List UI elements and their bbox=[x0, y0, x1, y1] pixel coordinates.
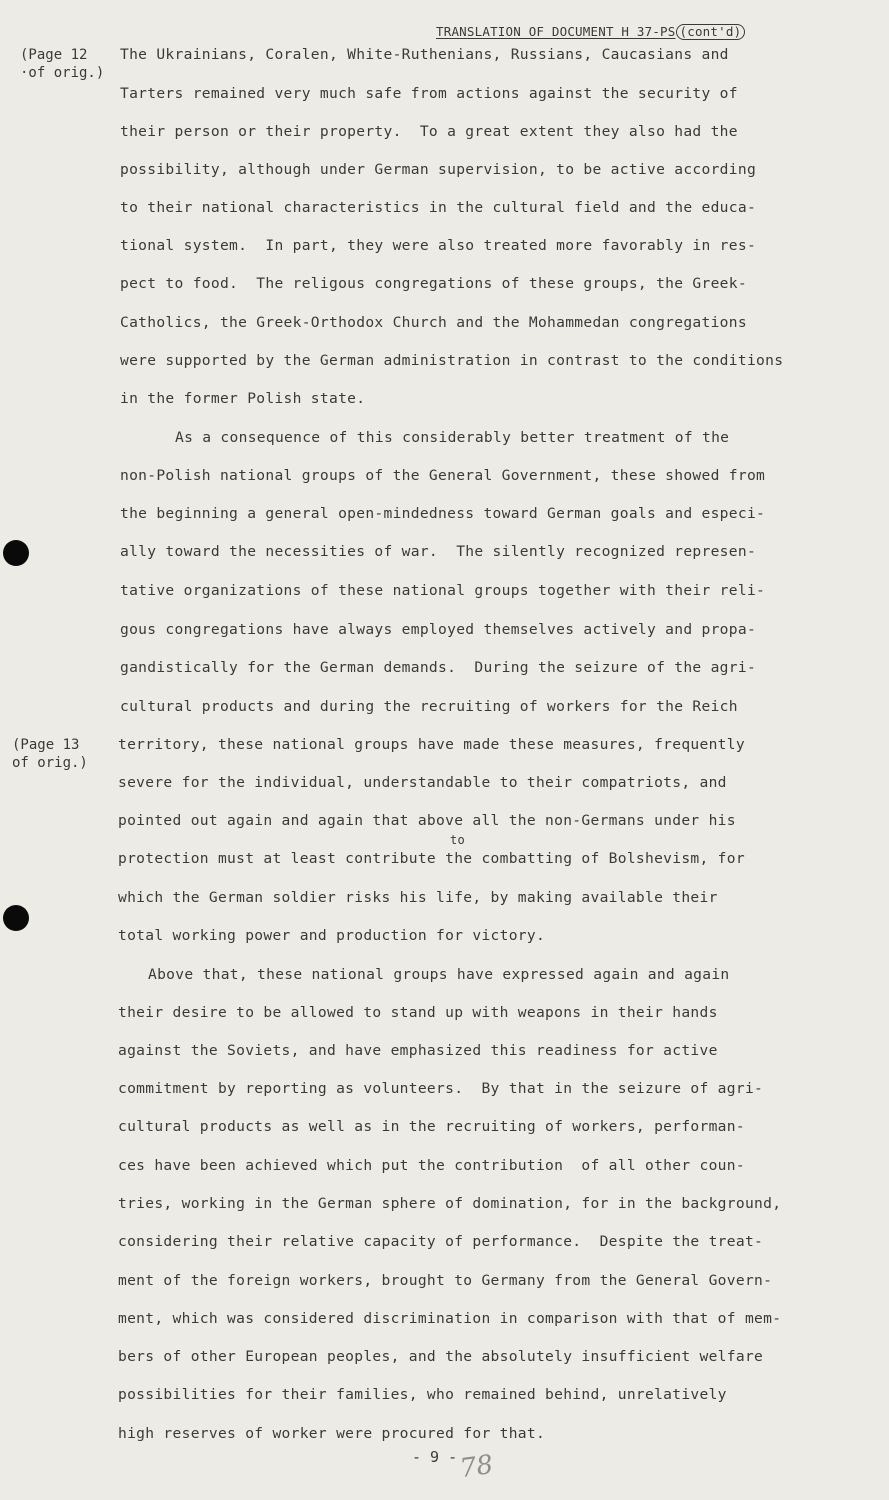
text-line: tries, working in the German sphere of domination, for in the background, bbox=[118, 1195, 782, 1212]
text-line: their desire to be allowed to stand up with weapons in their hands bbox=[118, 1004, 718, 1021]
text-line: protection must at least contribute the combatting of Bolshevism, for bbox=[118, 850, 745, 867]
text-line: the beginning a general open-mindedness toward German goals and especi- bbox=[120, 505, 766, 522]
punch-hole bbox=[3, 540, 29, 566]
text-line: their person or their property. To a great extent they also had the bbox=[120, 123, 738, 140]
text-line: possibility, although under German supervision, to be active according bbox=[120, 161, 757, 178]
text-line: tional system. In part, they were also treated more favorably in res- bbox=[120, 237, 757, 254]
text-line: Tarters remained very much safe from actions against the security of bbox=[120, 85, 738, 102]
text-line: ally toward the necessities of war. The silently recognized represen- bbox=[120, 543, 757, 560]
pencil-annotation: 78 bbox=[458, 1449, 496, 1485]
text-line: ment of the foreign workers, brought to Germany from the General Govern- bbox=[118, 1272, 773, 1289]
header-contd: (cont'd) bbox=[676, 24, 746, 40]
text-line: tative organizations of these national groups together with their reli- bbox=[120, 582, 766, 599]
text-line: pect to food. The religous congregations of these groups, the Greek- bbox=[120, 275, 747, 292]
text-line: As a consequence of this considerably better treatment of the bbox=[175, 429, 730, 446]
text-line: gous congregations have always employed themselves actively and propa- bbox=[120, 621, 757, 638]
header-title: TRANSLATION OF DOCUMENT H 37-PS bbox=[436, 24, 676, 39]
text-line: ment, which was considered discrimination in comparison with that of mem- bbox=[118, 1310, 782, 1327]
text-line: ces have been achieved which put the contribution of all other coun- bbox=[118, 1157, 745, 1174]
margin-note-page-12: (Page 12 ·of orig.) bbox=[20, 47, 105, 81]
text-line: were supported by the German administration in contrast to the conditions bbox=[120, 352, 784, 369]
document-header bbox=[436, 24, 745, 40]
text-line: pointed out again and again that above all the non-Germans under his bbox=[118, 812, 736, 829]
text-line: to their national characteristics in the cultural field and the educa- bbox=[120, 199, 757, 216]
text-line: cultural products and during the recruiting of workers for the Reich bbox=[120, 698, 738, 715]
text-line: non-Polish national groups of the General Government, these showed from bbox=[120, 467, 766, 484]
text-line: Above that, these national groups have expressed again and again bbox=[148, 966, 730, 983]
handwritten-insertion: to bbox=[450, 833, 466, 847]
text-line: in the former Polish state. bbox=[120, 390, 366, 407]
margin-note-page-13: (Page 13 of orig.) bbox=[12, 737, 88, 771]
text-line: against the Soviets, and have emphasized this readiness for active bbox=[118, 1042, 718, 1059]
text-line: considering their relative capacity of performance. Despite the treat- bbox=[118, 1233, 764, 1250]
text-line: gandistically for the German demands. During the seizure of the agri- bbox=[120, 659, 757, 676]
page-number: - 9 - bbox=[412, 1448, 458, 1466]
text-line: possibilities for their families, who remained behind, unrelatively bbox=[118, 1386, 727, 1403]
text-line: severe for the individual, understandable to their compatriots, and bbox=[118, 774, 727, 791]
punch-hole bbox=[3, 905, 29, 931]
text-line: The Ukrainians, Coralen, White-Ruthenians, Russians, Caucasians and bbox=[120, 46, 729, 63]
text-line: territory, these national groups have made these measures, frequently bbox=[118, 736, 745, 753]
text-line: total working power and production for victory. bbox=[118, 927, 546, 944]
text-line: high reserves of worker were procured for that. bbox=[118, 1425, 546, 1442]
text-line: which the German soldier risks his life, by making available their bbox=[118, 889, 718, 906]
text-line: Catholics, the Greek-Orthodox Church and the Mohammedan congregations bbox=[120, 314, 747, 331]
text-line: bers of other European peoples, and the absolutely insufficient welfare bbox=[118, 1348, 764, 1365]
text-line: commitment by reporting as volunteers. By that in the seizure of agri- bbox=[118, 1080, 764, 1097]
text-line: cultural products as well as in the recruiting of workers, performan- bbox=[118, 1118, 745, 1135]
